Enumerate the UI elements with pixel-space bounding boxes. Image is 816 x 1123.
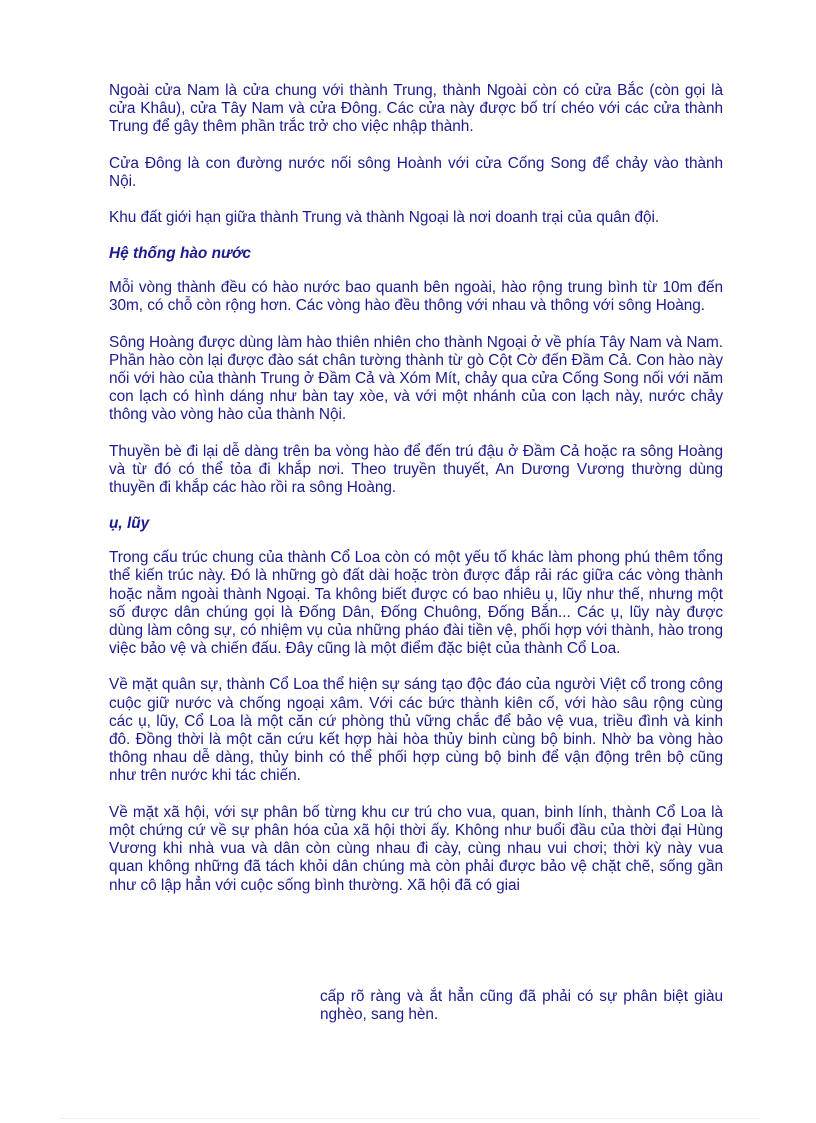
paragraph-social-aspect: Về mặt xã hội, với sự phân bố từng khu cư trú cho vua, quan, binh lính, thành Cổ Loa là một chứng cứ về sự phân hóa của xã hội thời ấy. Không như buổi đầu của thời đại Hùng Vương khi nhà vua và dân còn cùng nhau đi cày, cùng nhau vui chơi; thời kỳ này vua quan không những đã tách khỏi dân chúng mà còn phải được bảo vệ chặt chẽ, sống gần như cô lập hẳn với cuộc sống bình thường. Xã hội đã có giai <box>109 803 723 894</box>
document-body <box>109 82 723 895</box>
paragraph-tail: cấp rõ ràng và ắt hẳn cũng đã phải có sự phân biệt giàu nghèo, sang hèn. <box>320 988 723 1024</box>
paragraph-military-camp: Khu đất giới hạn giữa thành Trung và thành Ngoại là nơi doanh trại của quân đội. <box>109 209 660 227</box>
heading-moat-system: Hệ thống hào nước <box>109 245 251 263</box>
heading-mounds: ụ, lũy <box>109 515 150 533</box>
page-bottom-divider <box>60 1118 760 1119</box>
paragraph-city-gates: Ngoài cửa Nam là cửa chung với thành Trung, thành Ngoài còn có cửa Bắc (còn gọi là cửa Khâu), cửa Tây Nam và cửa Đông. Các cửa này được bố trí chéo với các cửa thành Trung để gây thêm phần trắc trở cho việc nhập thành. <box>109 82 723 136</box>
paragraph-east-gate: Cửa Đông là con đường nước nối sông Hoành với cửa Cống Song để chảy vào thành Nội. <box>109 154 723 190</box>
document-tail <box>320 988 723 1024</box>
paragraph-hoang-river: Sông Hoàng được dùng làm hào thiên nhiên cho thành Ngoại ở về phía Tây Nam và Nam. Phần hào còn lại được đào sát chân tường thành từ gò Cột Cờ đến Đầm Cả. Con hào này nối với hào của thành Trung ở Đầm Cả và Xóm Mít, chảy qua cửa Cống Song nối với năm con lạch có hình dáng như bàn tay xòe, và với một nhánh của con lạch này, nước chảy thông vào vòng hào của thành Nội. <box>109 333 723 424</box>
paragraph-boats: Thuyền bè đi lại dễ dàng trên ba vòng hào để đến trú đậu ở Đầm Cả hoặc ra sông Hoàng và từ đó có thể tỏa đi khắp nơi. Theo truyền thuyết, An Dương Vương thường dùng thuyền đi khắp các hào rồi ra sông Hoàng. <box>109 442 723 497</box>
paragraph-moat-width: Mỗi vòng thành đều có hào nước bao quanh bên ngoài, hào rộng trung bình từ 10m đến 30m, có chỗ còn rộng hơn. Các vòng hào đều thông với nhau và thông với sông Hoàng. <box>109 279 723 315</box>
paragraph-mounds: Trong cấu trúc chung của thành Cổ Loa còn có một yếu tố khác làm phong phú thêm tổng thể kiến trúc này. Đó là những gò đất dài hoặc tròn được đắp rải rác giữa các vòng thành hoặc nằm ngoài thành Ngoại. Ta không biết được có bao nhiêu ụ, lũy như thế, nhưng một số được dân chúng gọi là Đống Dân, Đống Chuông, Đống Bắn... Các ụ, lũy này được dùng làm công sự, có nhiệm vụ của những pháo đài tiền vệ, phối hợp với thành, hào trong việc bảo vệ và chiến đấu. Đây cũng là một điểm đặc biệt của thành Cổ Loa. <box>109 549 723 658</box>
paragraph-military-aspect: Về mặt quân sự, thành Cổ Loa thể hiện sự sáng tạo độc đáo của người Việt cổ trong công cuộc giữ nước và chống ngoại xâm. Với các bức thành kiên cố, với hào sâu rộng cùng các ụ, lũy, Cổ Loa là một căn cứ phòng thủ vững chắc để bảo vệ vua, triều đình và kinh đô. Đồng thời là một căn cứu kết hợp hài hòa thủy binh cùng bộ binh. Nhờ ba vòng hào thông nhau dễ dàng, thủy binh có thể phối hợp cùng bộ binh để vận động trên bộ cũng như trên nước khi tác chiến. <box>109 676 723 785</box>
